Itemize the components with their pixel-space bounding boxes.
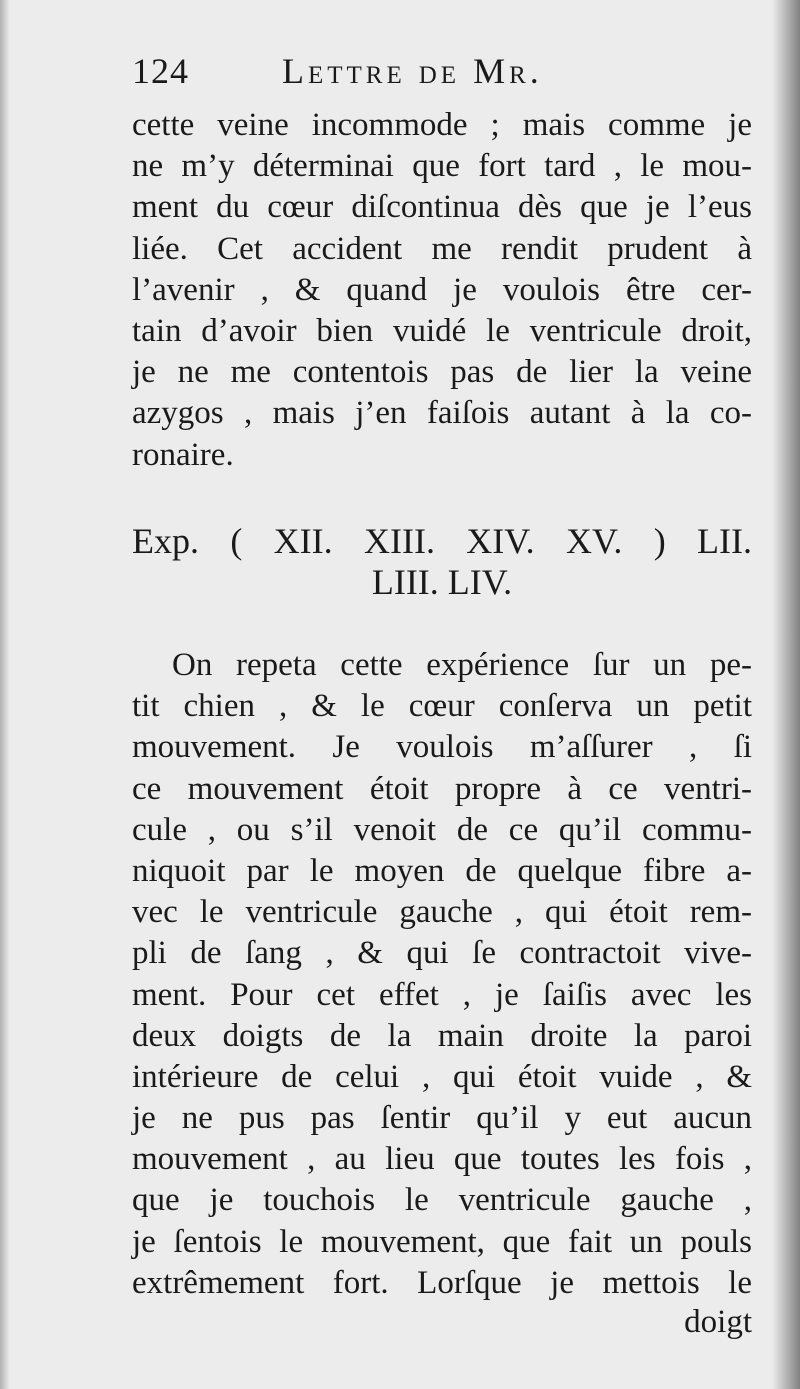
text-line: je ne me contentois pas de lier la veine <box>132 354 752 391</box>
experiment-heading <box>132 520 752 602</box>
text-line: je ne pus pas ſentir qu’il y eut aucun <box>132 1100 752 1137</box>
text-line: mouvement. Je voulois m’aſſurer , ſi <box>132 729 752 766</box>
text-line: ronaire. <box>132 436 234 473</box>
text-line: ment du cœur diſcontinua dès que je l’eus <box>132 189 752 226</box>
page-edge-shadow <box>0 0 10 1389</box>
text-line: liée. Cet accident me rendit prudent à <box>132 230 752 267</box>
page-header <box>132 50 752 100</box>
text-line: cette veine incommode ; mais comme je <box>132 107 752 143</box>
text-line: pli de ſang , & qui ſe contractoit vive- <box>132 935 752 972</box>
text-line: On repeta cette expérience ſur un pe- <box>172 647 752 683</box>
text-line: deux doigts de la main droite la paroi <box>132 1017 752 1054</box>
text-line: extrêmement fort. Lorſque je mettois le <box>132 1264 752 1301</box>
heading-line: Exp. ( XII. XIII. XIV. XV. ) LII. <box>132 521 752 561</box>
paragraph-1 <box>132 105 752 476</box>
text-line: intérieure de celui , qui étoit vuide , & <box>132 1058 752 1095</box>
text-line: ne m’y déterminai que fort tard , le mou- <box>132 148 752 185</box>
text-line: mouvement , au lieu que toutes les fois , <box>132 1141 752 1178</box>
text-line: cule , ou s’il venoit de ce qu’il commu- <box>132 811 752 848</box>
heading-line: LIII. LIV. <box>371 562 513 603</box>
text-line: ment. Pour cet effet , je ſaiſis avec les <box>132 976 752 1013</box>
text-line: ce mouvement étoit propre à ce ventri- <box>132 770 752 807</box>
catchword: doigt <box>684 1304 752 1340</box>
page-number: 124 <box>132 51 189 91</box>
text-line: azygos , mais j’en faiſois autant à la co- <box>132 395 752 432</box>
paragraph-2 <box>132 645 752 1304</box>
text-line: niquoit par le moyen de quelque fibre a- <box>132 852 752 889</box>
text-line: je ſentois le mouvement, que fait un pouls <box>132 1223 752 1260</box>
text-line: tit chien , & le cœur conſerva un petit <box>132 688 752 725</box>
running-title: Lettre de Mr. <box>282 51 543 91</box>
text-line: vec le ventricule gauche , qui étoit rem- <box>132 894 752 931</box>
text-line: que je touchois le ventricule gauche , <box>132 1182 752 1219</box>
text-line: l’avenir , & quand je voulois être cer- <box>132 271 752 308</box>
text-line: tain d’avoir bien vuidé le ventricule droit, <box>132 312 752 349</box>
gutter-shadow <box>772 0 800 1389</box>
